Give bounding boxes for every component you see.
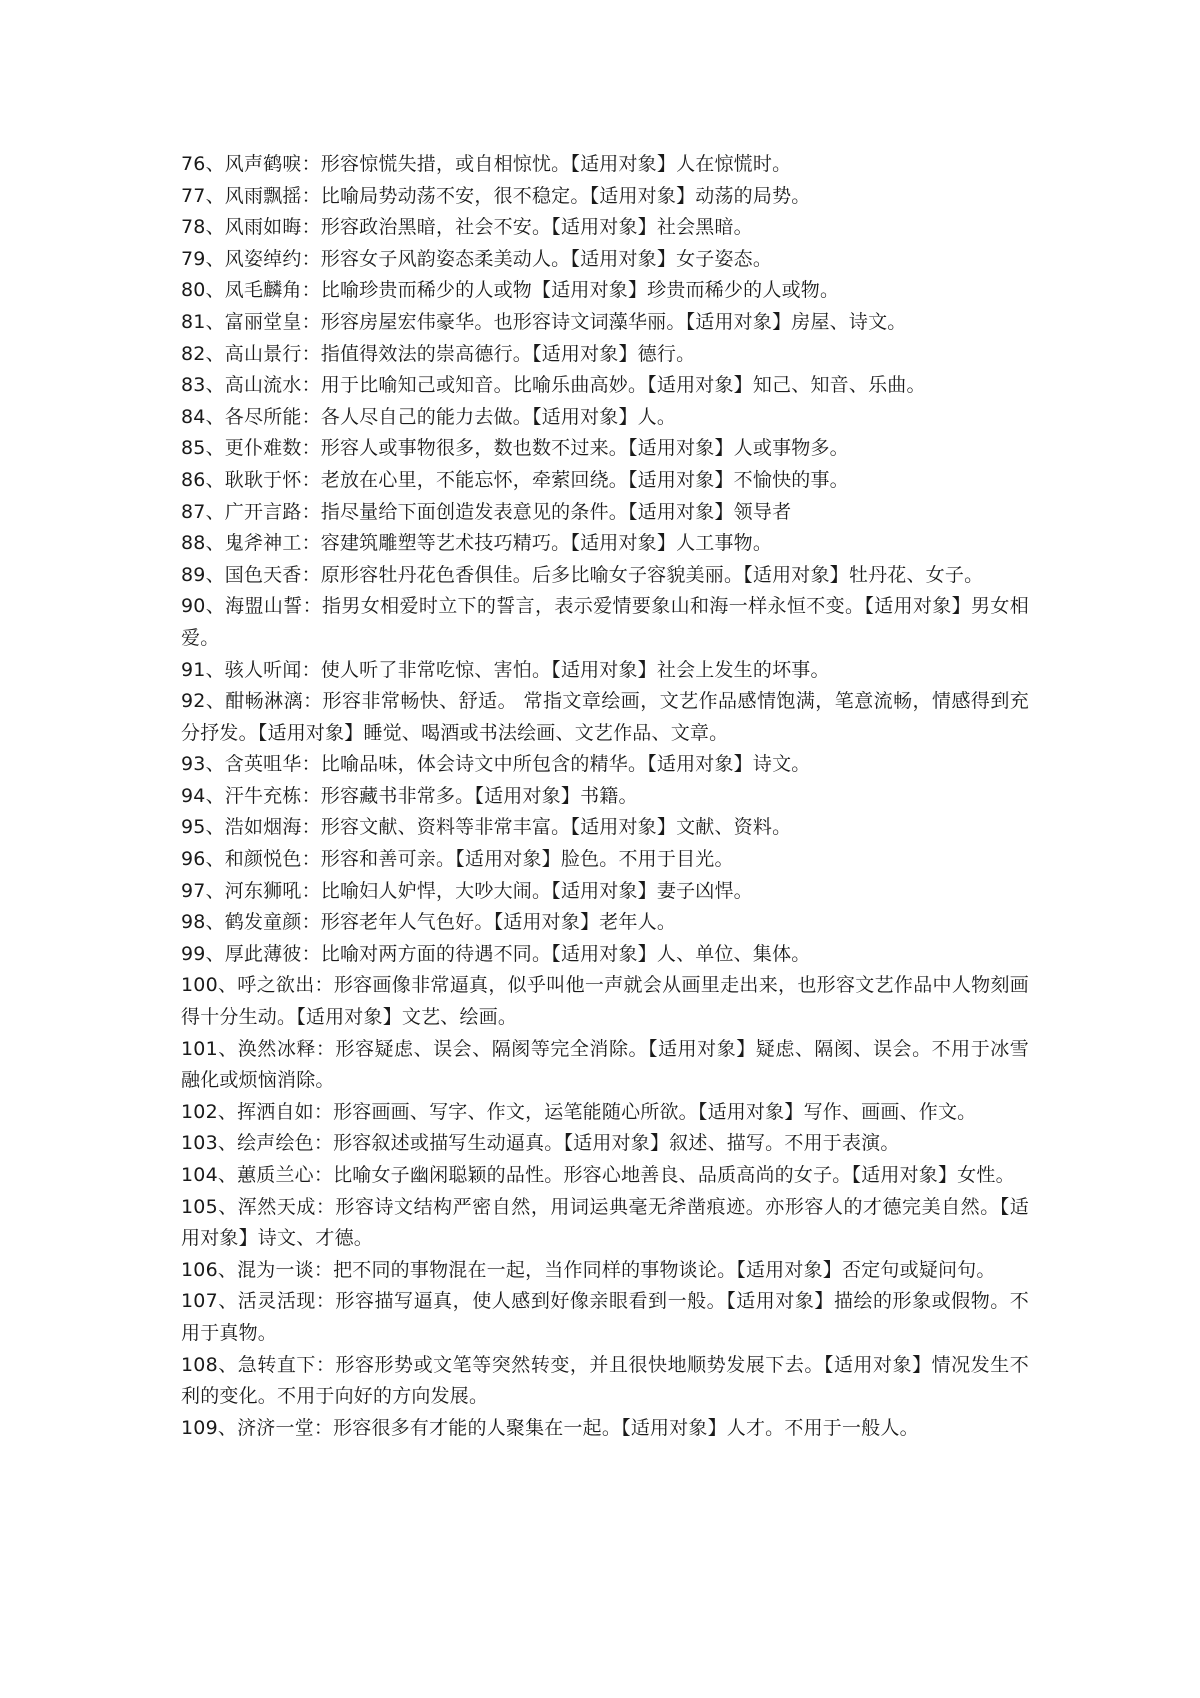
idiom-list xyxy=(181,149,1029,1444)
list-item: 105、浑然天成：形容诗文结构严密自然，用词运典毫无斧凿痕迹。亦形容人的才德完美自然。【适用对象】诗文、才德。 xyxy=(181,1195,1029,1250)
list-item: 88、鬼斧神工：容建筑雕塑等艺术技巧精巧。【适用对象】人工事物。 xyxy=(181,532,773,555)
list-item: 79、风姿绰约：形容女子风韵姿态柔美动人。【适用对象】女子姿态。 xyxy=(181,247,773,270)
list-item: 80、凤毛麟角：比喻珍贵而稀少的人或物【适用对象】珍贵而稀少的人或物。 xyxy=(181,279,840,302)
list-item: 85、更仆难数：形容人或事物很多，数也数不过来。【适用对象】人或事物多。 xyxy=(181,437,849,460)
list-item: 99、厚此薄彼：比喻对两方面的待遇不同。【适用对象】人、单位、集体。 xyxy=(181,942,811,965)
list-item: 91、骇人听闻：使人听了非常吃惊、害怕。【适用对象】社会上发生的坏事。 xyxy=(181,658,830,681)
list-item: 78、风雨如晦：形容政治黑暗，社会不安。【适用对象】社会黑暗。 xyxy=(181,216,753,239)
list-item: 96、和颜悦色：形容和善可亲。【适用对象】脸色。不用于目光。 xyxy=(181,848,734,871)
list-item: 84、各尽所能：各人尽自己的能力去做。【适用对象】人。 xyxy=(181,405,677,428)
list-item: 93、含英咀华：比喻品味，体会诗文中所包含的精华。【适用对象】诗文。 xyxy=(181,753,811,776)
list-item: 104、蕙质兰心：比喻女子幽闲聪颖的品性。形容心地善良、品质高尚的女子。【适用对象】女性。 xyxy=(181,1164,1015,1186)
list-item: 83、高山流水：用于比喻知己或知音。比喻乐曲高妙。【适用对象】知己、知音、乐曲。 xyxy=(181,374,926,397)
list-item: 90、海盟山誓：指男女相爱时立下的誓言，表示爱情要象山和海一样永恒不变。【适用对象】男女相爱。 xyxy=(181,595,1029,649)
list-item: 86、耿耿于怀：老放在心里，不能忘怀，牵萦回绕。【适用对象】不愉快的事。 xyxy=(181,468,849,491)
list-item: 82、高山景行：指值得效法的崇高德行。【适用对象】德行。 xyxy=(181,342,696,365)
list-item: 103、绘声绘色：形容叙述或描写生动逼真。【适用对象】叙述、描写。不用于表演。 xyxy=(181,1132,900,1155)
list-item: 77、风雨飘摇：比喻局势动荡不安，很不稳定。【适用对象】动荡的局势。 xyxy=(181,184,811,207)
list-item: 101、涣然冰释：形容疑虑、误会、隔阂等完全消除。【适用对象】疑虑、隔阂、误会。不用于冰雪融化或烦恼消除。 xyxy=(181,1037,1029,1092)
list-item: 92、酣畅淋漓：形容非常畅快、舒适。 常指文章绘画，文艺作品感情饱满，笔意流畅，情感得到充分抒发。【适用对象】睡觉、喝酒或书法绘画、文艺作品、文章。 xyxy=(181,690,1029,744)
list-item: 87、广开言路：指尽量给下面创造发表意见的条件。【适用对象】领导者 xyxy=(181,500,792,523)
list-item: 106、混为一谈：把不同的事物混在一起，当作同样的事物谈论。【适用对象】否定句或疑问句。 xyxy=(181,1258,996,1281)
list-item: 94、汗牛充栋：形容藏书非常多。【适用对象】书籍。 xyxy=(181,784,638,807)
list-item: 102、挥洒自如：形容画画、写字、作文，运笔能随心所欲。【适用对象】写作、画画、作文。 xyxy=(181,1100,977,1123)
list-item: 98、鹤发童颜：形容老年人气色好。【适用对象】老年人。 xyxy=(181,911,677,934)
list-item: 89、国色天香：原形容牡丹花色香俱佳。后多比喻女子容貌美丽。【适用对象】牡丹花、女子。 xyxy=(181,563,984,586)
list-item: 76、风声鹤唳：形容惊慌失措，或自相惊忧。【适用对象】人在惊慌时。 xyxy=(181,153,792,175)
list-item: 108、急转直下：形容形势或文笔等突然转变，并且很快地顺势发展下去。【适用对象】情况发生不利的变化。不用于向好的方向发展。 xyxy=(181,1353,1029,1408)
list-item: 109、济济一堂：形容很多有才能的人聚集在一起。【适用对象】人才。不用于一般人。 xyxy=(181,1416,919,1439)
list-item: 95、浩如烟海：形容文献、资料等非常丰富。【适用对象】文献、资料。 xyxy=(181,816,792,839)
list-item: 107、活灵活现：形容描写逼真，使人感到好像亲眼看到一般。【适用对象】描绘的形象或假物。不用于真物。 xyxy=(181,1290,1029,1344)
list-item: 97、河东狮吼：比喻妇人妒悍，大吵大闹。【适用对象】妻子凶悍。 xyxy=(181,879,753,902)
list-item: 81、富丽堂皇：形容房屋宏伟豪华。也形容诗文词藻华丽。【适用对象】房屋、诗文。 xyxy=(181,310,907,333)
list-item: 100、呼之欲出：形容画像非常逼真，似乎叫他一声就会从画里走出来，也形容文艺作品中人物刻画得十分生动。【适用对象】文艺、绘画。 xyxy=(181,974,1029,1029)
